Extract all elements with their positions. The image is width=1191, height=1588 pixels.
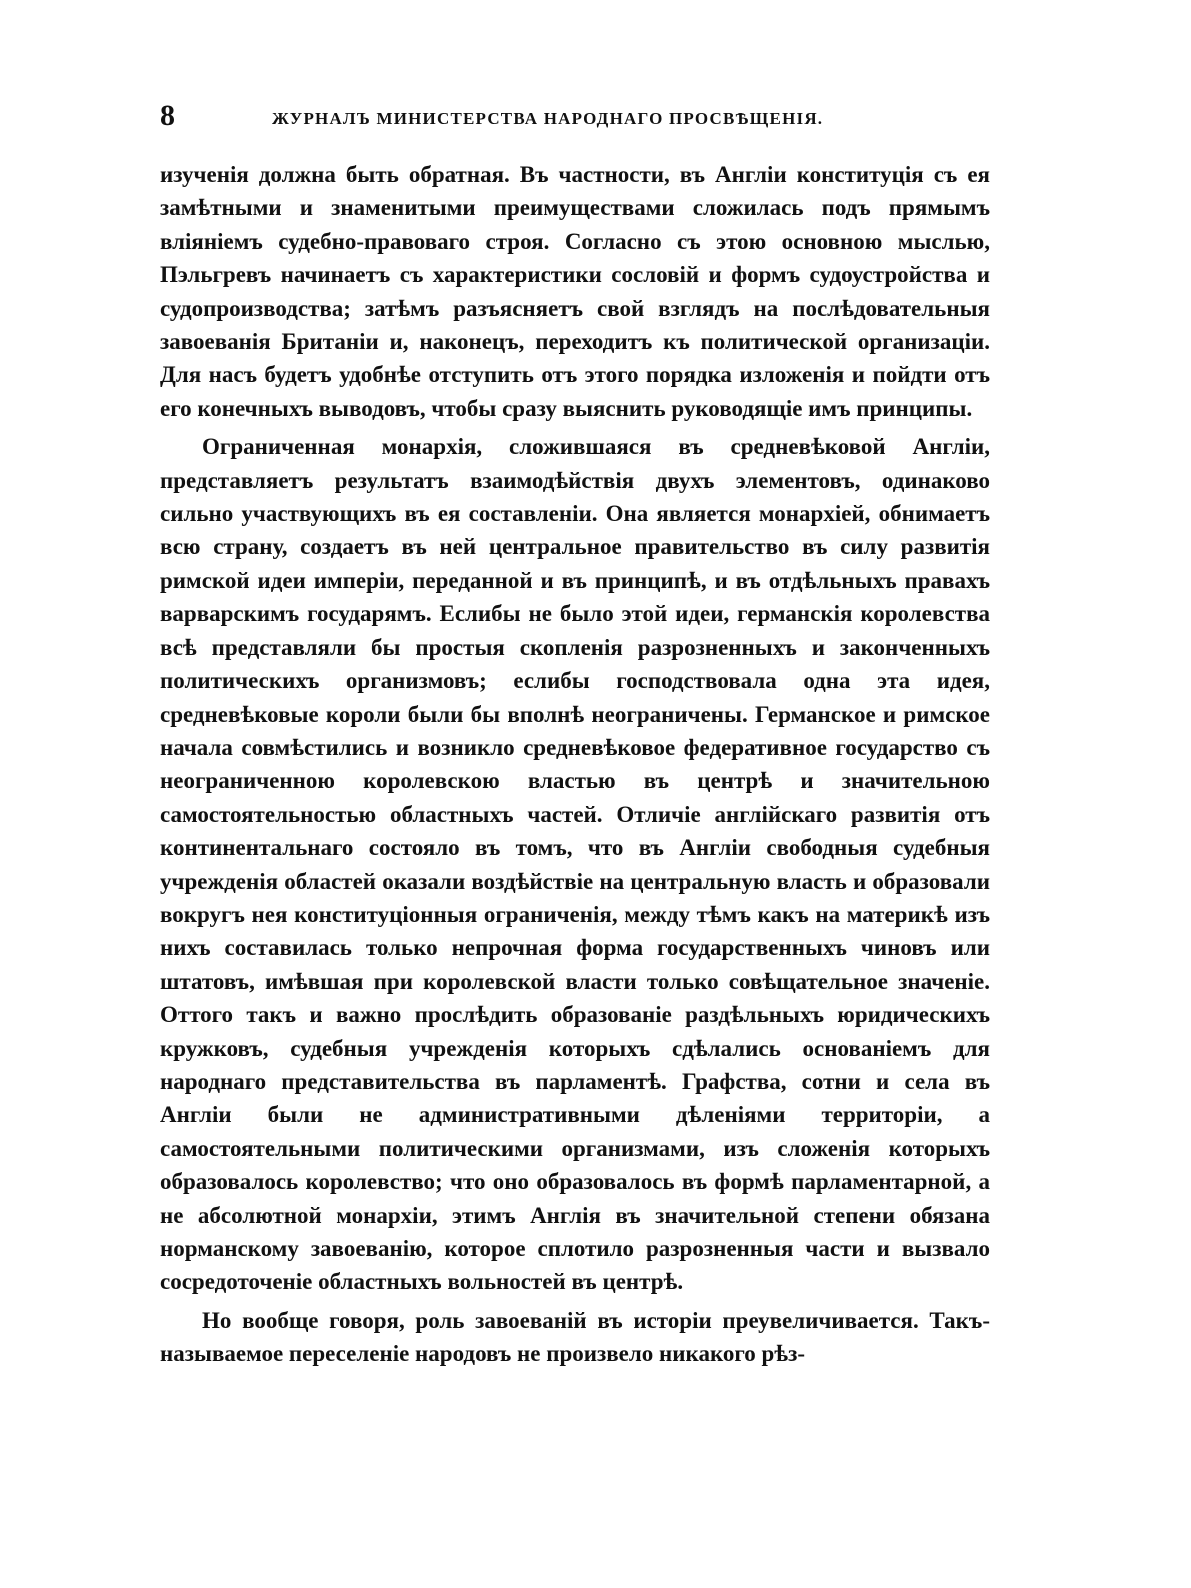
paragraph-2: Ограниченная монархія, сложившаяся въ средневѣковой Англіи, представляетъ результатъ взаимодѣйствія двухъ элементовъ, одинаково сильно участвующихъ въ ея составленіи. Она является монархіей, обнимаетъ всю страну, создаетъ въ ней центральное правительство въ силу развитія римской идеи имперіи, переданной и въ принципѣ, и въ отдѣльныхъ правахъ варварскимъ государямъ. Еслибы не было этой идеи, германскія королевства всѣ представляли бы простыя скопленія разрозненныхъ и законченныхъ политическихъ организмовъ; еслибы господствовала одна эта идея, средневѣковые короли были бы вполнѣ неограничены. Германское и римское начала совмѣстились и возникло средневѣковое федеративное государство съ неограниченною королевскою властью въ центрѣ и значительною самостоятельностью областныхъ частей. Отличіе англійскаго развитія отъ континентальнаго состояло въ томъ, что въ Англіи свободныя судебныя учрежденія областей оказали воздѣйствіе на центральную власть и образовали вокругъ нея конституціонныя ограниченія, между тѣмъ какъ на материкѣ изъ нихъ составилась только непрочная форма государственныхъ чиновъ или штатовъ, имѣвшая при королевской власти только совѣщательное значеніе. Оттого такъ и важно прослѣдить образованіе раздѣльныхъ юридическихъ кружковъ, судебныя учрежденія которыхъ сдѣлались основаніемъ для народнаго представительства въ парламентѣ. Графства, сотни и села въ Англіи были не административными дѣленіями территоріи, а самостоятельными политическими организмами, изъ сложенія которыхъ образовалось королевство; что оно образовалось въ формѣ парламентарной, а не абсолютной монархіи, этимъ Англія въ значительной степени обязана норманскому завоеванію, которое сплотило разрозненныя части и вызвало сосредоточеніе областныхъ вольностей въ центрѣ. <box>160 434 990 1295</box>
body-text <box>160 158 990 1371</box>
page-number: 8 <box>160 99 175 132</box>
paragraph-3: Но вообще говоря, роль завоеваній въ исторіи преувеличивается. Такъ-называемое переселеніе народовъ не произвело никакого рѣз- <box>160 1307 990 1367</box>
paragraph-1: изученія должна быть обратная. Въ частности, въ Англіи конституція съ ея замѣтными и знаменитыми преимуществами сложилась подъ прямымъ вліяніемъ судебно-правоваго строя. Согласно съ этою основною мыслью, Пэльгревъ начинаетъ съ характеристики сословій и формъ судоустройства и судопроизводства; затѣмъ разъясняетъ свой взглядъ на послѣдовательныя завоеванія Британіи и, наконецъ, переходитъ къ политической организаціи. Для насъ будетъ удобнѣе отступить отъ этого порядка изложенія и пойдти отъ его конечныхъ выводовъ, чтобы сразу выяснить руководящіе имъ принципы. <box>160 162 990 421</box>
running-title: ЖУРНАЛЪ МИНИСТЕРСТВА НАРОДНАГО ПРОСВѢЩЕНІЯ. <box>272 109 824 128</box>
running-header <box>160 100 990 140</box>
document-page <box>160 100 990 1376</box>
